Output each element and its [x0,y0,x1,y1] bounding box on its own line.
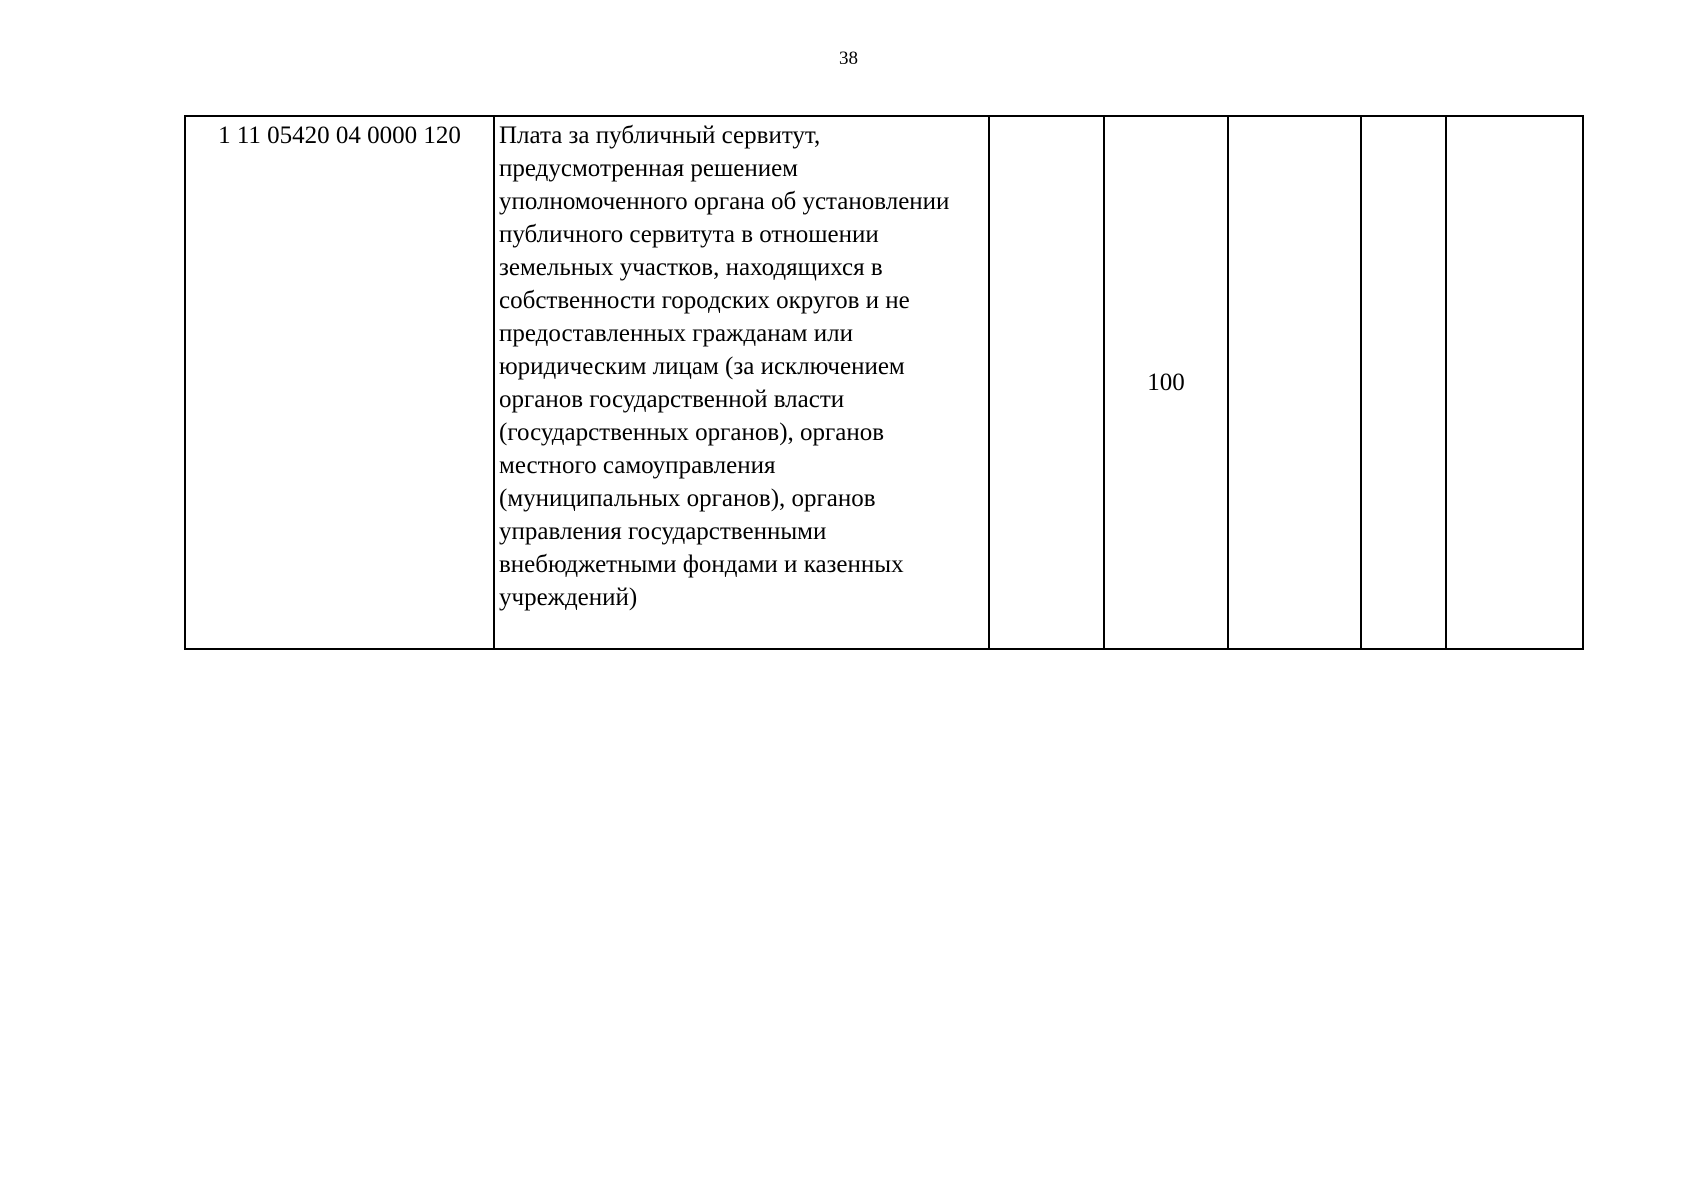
income-name-line: Плата за публичный сервитут, [499,122,821,149]
standard-percent-cell: 100 [1104,116,1228,649]
income-name-line: собственности городских округов и не [499,287,910,314]
income-name-cell [494,116,989,649]
revenue-table [184,115,1584,650]
income-name-line: юридическим лицам (за исключением [499,353,905,380]
income-name-line: предусмотренная решением [499,155,798,182]
income-name-line: (муниципальных органов), органов [499,485,876,512]
income-name-line: управления государственными [499,518,827,545]
column-5-cell [1228,116,1361,649]
income-name-line: внебюджетными фондами и казенных [499,551,904,578]
column-6-cell [1361,116,1446,649]
income-name-line: учреждений) [499,584,638,611]
column-3-cell [989,116,1104,649]
column-7-cell [1446,116,1583,649]
income-name-line: публичного сервитута в отношении [499,221,879,248]
table-row [185,116,1583,649]
income-name-line: предоставленных гражданам или [499,320,853,347]
income-name-line: земельных участков, находящихся в [499,254,883,281]
income-name-line: уполномоченного органа об установлении [499,188,950,215]
income-name-line: органов государственной власти [499,386,845,413]
income-name-line: местного самоуправления [499,452,776,479]
page-number: 38 [839,48,858,69]
budget-code-cell: 1 11 05420 04 0000 120 [185,116,494,649]
income-name-line: (государственных органов), органов [499,419,885,446]
